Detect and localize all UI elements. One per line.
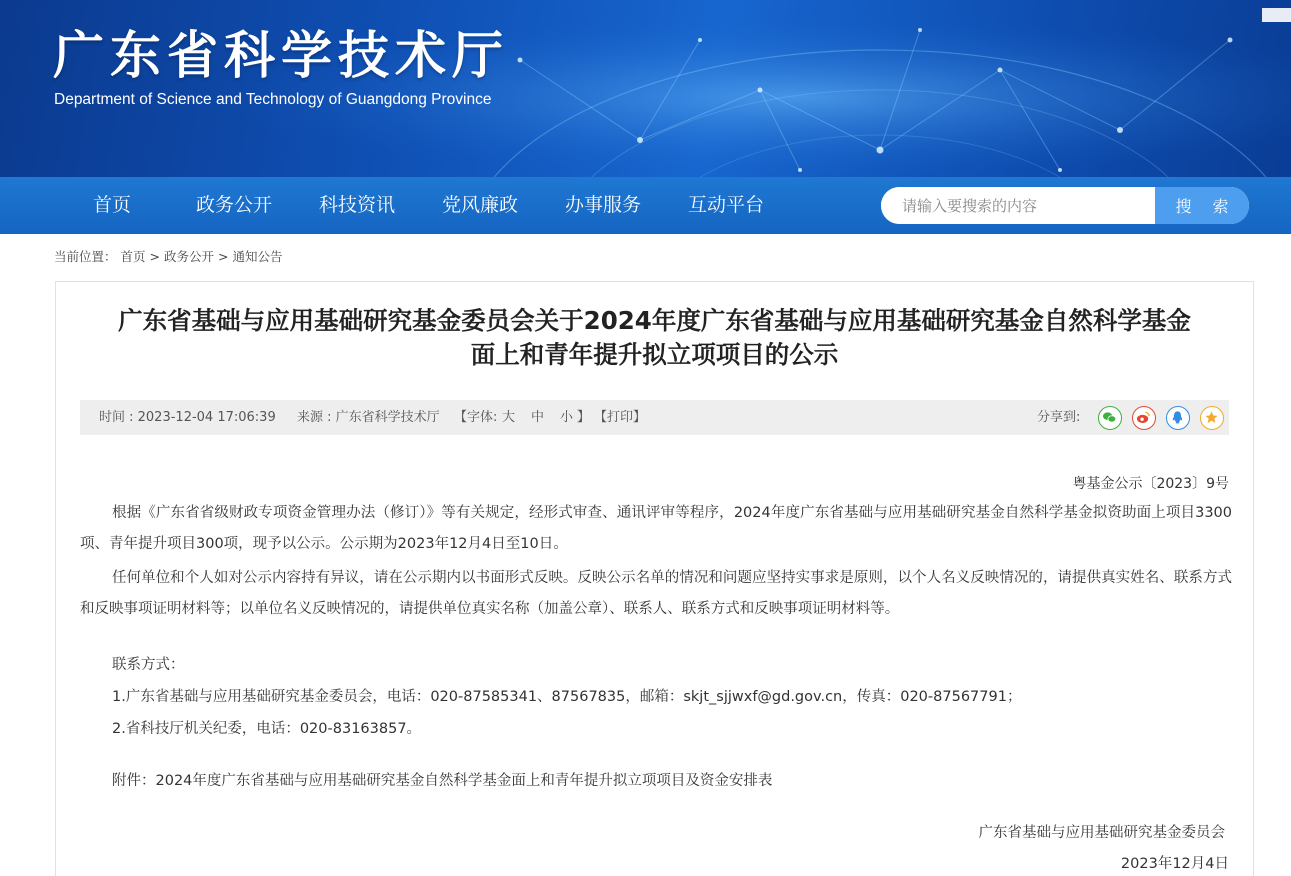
article-title-line-2: 面上和青年提升拟立项项目的公示 — [470, 340, 839, 369]
attachment-link[interactable]: 附件：2024年度广东省基础与应用基础研究基金自然科学基金面上和青年提升拟立项项目及资金安排表 — [112, 773, 773, 789]
article-source: 来源 : 广东省科学技术厅 — [297, 410, 440, 425]
article-title-line-1: 广东省基础与应用基础研究基金委员会关于2024年度广东省基础与应用基础研究基金自然科学基金 — [118, 306, 1191, 335]
wechat-icon[interactable] — [1098, 406, 1122, 430]
font-size-bracket: 】 — [577, 410, 591, 425]
nav-item-home[interactable]: 首页 — [93, 194, 132, 216]
nav-item-tech-news[interactable]: 科技资讯 — [319, 194, 396, 216]
site-title: 广东省科学技术厅 — [53, 27, 510, 86]
font-size-large-link[interactable]: 大 — [502, 410, 516, 425]
breadcrumb-separator: > — [149, 249, 160, 264]
font-size-small-link[interactable]: 小 — [560, 410, 574, 425]
publish-time: 时间 : 2023-12-04 17:06:39 — [99, 410, 276, 425]
search-input[interactable] — [881, 187, 1155, 224]
breadcrumb-government-affairs[interactable]: 政务公开 — [163, 249, 214, 264]
signature-date: 2023年12月4日 — [1120, 856, 1229, 872]
contact-heading: 联系方式： — [112, 657, 185, 673]
weibo-icon[interactable] — [1132, 406, 1156, 430]
article-paragraph-2: 任何单位和个人如对公示内容持有异议，请在公示期内以书面形式反映。反映公示名单的情况和问题应坚持实事求是原则，以个人名义反映情况的，请提供真实姓名、联系方式和反映事项证明材料等；以单位名义反映情况的，请提供单位真实名称（加盖公章）、联系人、联系方式和反映事项证明材料等。 — [80, 570, 1232, 617]
main-navigation — [0, 177, 1291, 234]
signature-organization: 广东省基础与应用基础研究基金委员会 — [978, 825, 1225, 841]
search-button[interactable]: 搜 索 — [1155, 187, 1249, 224]
print-link[interactable]: 【打印】 — [594, 410, 647, 425]
breadcrumb-prefix: 当前位置： — [54, 249, 117, 264]
article-title — [56, 304, 1253, 372]
nav-item-government-affairs[interactable]: 政务公开 — [196, 194, 273, 216]
article-container — [55, 281, 1254, 876]
breadcrumb — [54, 247, 282, 265]
qq-icon[interactable] — [1166, 406, 1190, 430]
font-size-label: 【字体: — [454, 410, 498, 425]
star-icon[interactable] — [1200, 406, 1224, 430]
contact-line-2: 2.省科技厅机关纪委，电话：020-83163857。 — [112, 721, 422, 737]
site-subtitle: Department of Science and Technology of Guangdong Province — [54, 91, 492, 108]
breadcrumb-separator: > — [217, 249, 229, 264]
article-paragraph-1: 根据《广东省省级财政专项资金管理办法（修订）》等有关规定，经形式审查、通讯评审等程序，2024年度广东省基础与应用基础研究基金自然科学基金拟资助面上项目3300项、青年提升项目300项，现予以公示。公示期为2023年12月4日至10日。 — [80, 505, 1232, 552]
contact-line-1: 1.广东省基础与应用基础研究基金委员会，电话：020-87585341、87567835，邮箱：skjt_sjjwxf@gd.gov.cn，传真：020-87567791； — [112, 689, 1022, 705]
search-box — [881, 187, 1249, 224]
article-meta-bar — [80, 400, 1229, 435]
nav-item-integrity[interactable]: 党风廉政 — [442, 194, 519, 216]
breadcrumb-home[interactable]: 首页 — [120, 249, 146, 264]
nav-item-interaction[interactable]: 互动平台 — [688, 194, 765, 216]
nav-item-services[interactable]: 办事服务 — [565, 194, 642, 216]
breadcrumb-notices[interactable]: 通知公告 — [232, 249, 283, 264]
site-banner — [0, 0, 1291, 177]
font-size-medium-link[interactable]: 中 — [531, 410, 545, 425]
document-number: 粤基金公示〔2023〕9号 — [1072, 476, 1229, 492]
share-label: 分享到: — [1037, 410, 1081, 425]
